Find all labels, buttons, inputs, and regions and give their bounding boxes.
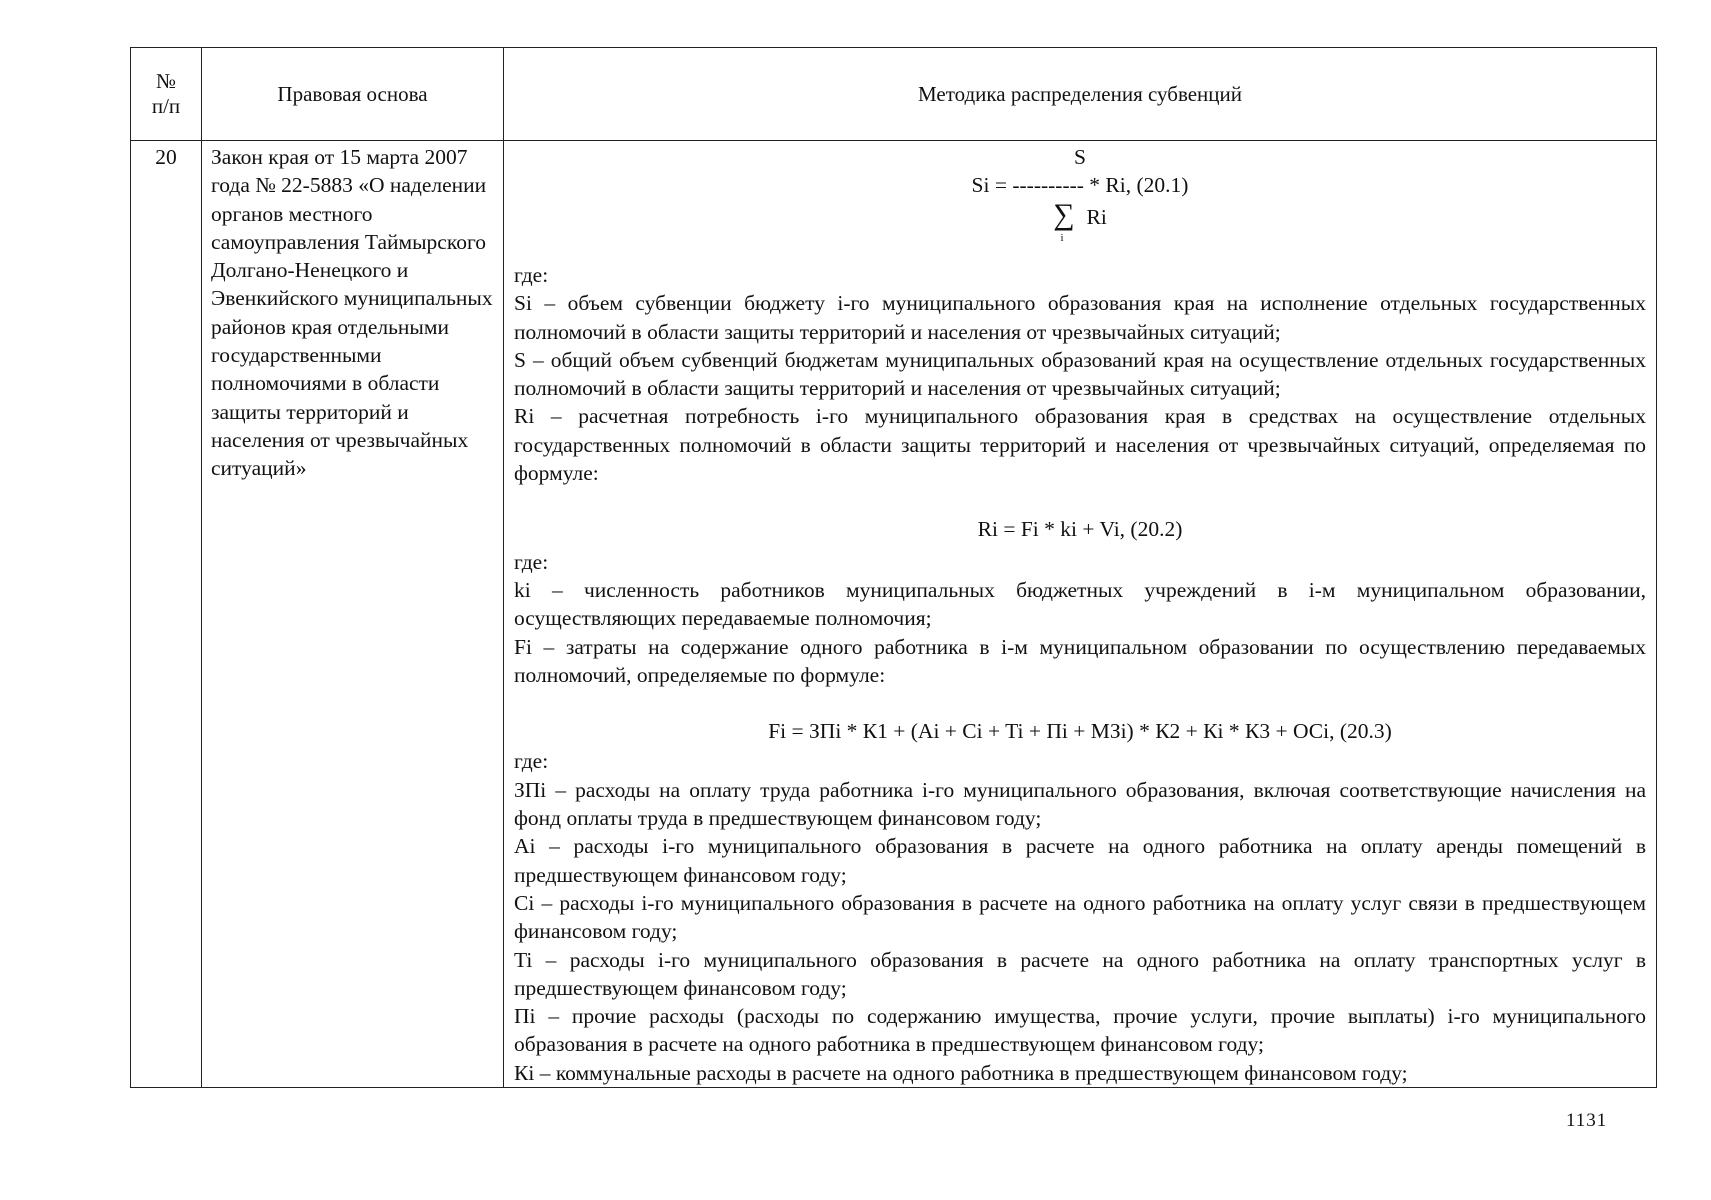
- legal-basis-text: Закон края от 15 марта 2007 года № 22-5883 «О наделении органов местного самоуправления Таймырского Долгано-Ненецкого и Эвенкийского муниципальных районов края отдельными государственными полномочиями в области защиты территорий и населения от чрезвычайных ситуаций»: [202, 141, 504, 1088]
- formula-numerator: S: [1074, 145, 1086, 169]
- definition-pi: Пi – прочие расходы (расходы по содержанию имущества, прочие услуги, прочие выплаты) i-го муниципального образования в расчете на одного работника в предшествующем финансовом году;: [514, 1004, 1646, 1057]
- header-methodology: Методика распределения субвенций: [504, 48, 1657, 141]
- methodology-cell: [504, 141, 1657, 1088]
- page-number: 1131: [1566, 1110, 1608, 1131]
- where-label: где:: [514, 263, 549, 287]
- definition-ti: Ti – расходы i-го муниципального образования в расчете на одного работника на оплату транспортных услуг в предшествующем финансовом году;: [514, 947, 1646, 1000]
- formula-20-2: Ri = Fi * ki + Vi, (20.2): [977, 517, 1183, 542]
- sum-symbol: ∑: [1053, 198, 1075, 231]
- formula-main-line: Si = ---------- * Ri, (20.1): [971, 173, 1189, 197]
- definition-si: Si – объем субвенции бюджету i-го муниципального образования края на исполнение отдельных государственных полномочий в области защиты территорий и населения от чрезвычайных ситуаций;: [514, 291, 1646, 344]
- where-label: где:: [514, 749, 549, 774]
- header-legal-basis: Правовая основа: [202, 48, 504, 141]
- definition-ci: Ci – расходы i-го муниципального образования в расчете на одного работника на оплату услуг связи в предшествующем финансовом году;: [514, 890, 1646, 944]
- definition-zpi: ЗПi – расходы на оплату труда работника i-го муниципального образования, включая соответствующие начисления на фонд оплаты труда в предшествующем финансовом году;: [514, 777, 1646, 831]
- table-row: [131, 141, 1657, 1088]
- formula-20-1: [514, 143, 1646, 261]
- table-header-row: [131, 48, 1657, 141]
- definition-ki: ki – численность работников муниципальных бюджетных учреждений в i-м муниципальном образовании, осуществляющих передаваемые полномочия;: [514, 577, 1646, 631]
- denominator-text: Ri: [1086, 205, 1107, 229]
- definition-kii: Кi – коммунальные расходы в расчете на одного работника в предшествующем финансовом году;: [514, 1060, 1408, 1085]
- sum-subscript: i: [1060, 232, 1064, 244]
- definition-s: S – общий объем субвенций бюджетам муниципальных образований края на осуществление отдельных государственных полномочий в области защиты территорий и населения от чрезвычайных ситуаций;: [514, 347, 1646, 401]
- header-number: № п/п: [131, 48, 202, 141]
- where-label: где:: [514, 549, 549, 574]
- definition-fi: Fi – затраты на содержание одного работника в i-м муниципальном образовании по осуществлению передаваемых полномочий, определяемые по формуле:: [514, 634, 1646, 687]
- definition-ai: Ai – расходы i-го муниципального образования в расчете на одного работника на оплату аренды помещений в предшествующем финансовом году;: [514, 834, 1646, 887]
- subvention-table: [130, 47, 1657, 1088]
- formula-20-3: Fi = ЗПi * К1 + (Ai + Ci + Ti + Пi + МЗi) * К2 + Кi * К3 + ОСi, (20.3): [768, 719, 1392, 744]
- formula-denominator: [514, 198, 1646, 231]
- row-number: 20: [131, 141, 202, 1088]
- definition-ri: Ri – расчетная потребность i-го муниципального образования края в средствах на осуществление отдельных государственных полномочий в области защиты территорий и населения от чрезвычайных ситуаций, определяемая по формуле:: [514, 404, 1646, 486]
